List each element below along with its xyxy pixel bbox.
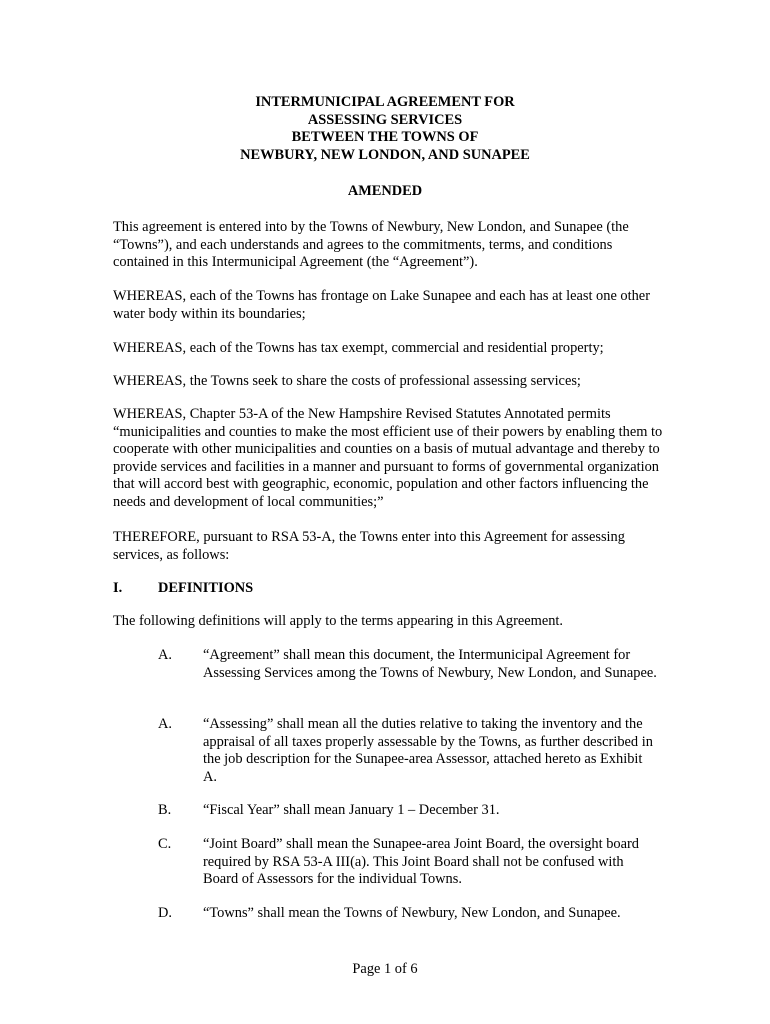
whereas-costs-paragraph: WHEREAS, the Towns seek to share the costs of professional assessing services; <box>113 373 581 389</box>
definition-letter: D. <box>158 905 172 921</box>
definition-letter: A. <box>158 647 172 663</box>
definition-text: “Joint Board” shall mean the Sunapee-area Joint Board, the oversight board required by RSA 53-A III(a). This Joint Board shall not be confused with Board of Assessors for the individual Towns. <box>203 836 639 888</box>
amended-label: AMENDED <box>347 183 423 199</box>
definition-letter: A. <box>158 716 172 732</box>
definition-letter: C. <box>158 836 172 852</box>
intro-paragraph: This agreement is entered into by the Towns of Newbury, New London, and Sunapee (the “Towns”), and each understands and agrees to the commitments, terms, and conditions contained in this Intermunicipal Agreement (the “Agreement”). <box>113 219 629 271</box>
therefore-paragraph: THEREFORE, pursuant to RSA 53-A, the Towns enter into this Agreement for assessing services, as follows: <box>113 529 625 563</box>
whereas-frontage-paragraph: WHEREAS, each of the Towns has frontage on Lake Sunapee and each has at least one other water body within its boundaries; <box>113 288 650 322</box>
page-number: Page 1 of 6 <box>352 961 418 977</box>
definition-text: “Agreement” shall mean this document, the Intermunicipal Agreement for Assessing Services among the Towns of Newbury, New London, and Sunapee. <box>203 647 657 681</box>
title-line: INTERMUNICIPAL AGREEMENT FOR <box>255 94 515 110</box>
definition-text: “Assessing” shall mean all the duties relative to taking the inventory and the appraisal of all taxes properly assessable by the Towns, as further described in the job description for the Sunapee-area Assessor, attached hereto as Exhibit A. <box>203 716 653 785</box>
section-title: DEFINITIONS <box>158 580 254 596</box>
definition-item <box>158 802 658 820</box>
title-line: ASSESSING SERVICES <box>307 111 463 128</box>
document-title <box>0 94 770 164</box>
definition-item <box>158 716 658 786</box>
whereas-statute-paragraph: WHEREAS, Chapter 53-A of the New Hampshire Revised Statutes Annotated permits “municipalities and counties to make the most efficient use of their powers by enabling them to cooperate with other municipalities and counties on a basis of mutual advantage and thereby to provide services and facilities in a manner and pursuant to forms of governmental organization that will accord best with geographic, economic, population and other factors influencing the needs and development of local communities;” <box>113 406 663 510</box>
definitions-intro: The following definitions will apply to the terms appearing in this Agreement. <box>113 613 564 629</box>
title-line: BETWEEN THE TOWNS OF <box>291 129 479 146</box>
definition-item <box>158 647 658 682</box>
definition-item <box>158 905 658 923</box>
section-heading <box>113 580 253 598</box>
whereas-property-paragraph: WHEREAS, each of the Towns has tax exempt, commercial and residential property; <box>113 340 604 356</box>
definition-text: “Fiscal Year” shall mean January 1 – December 31. <box>203 802 500 818</box>
title-line: NEWBURY, NEW LONDON, AND SUNAPEE <box>240 146 530 163</box>
section-number: I. <box>113 580 123 596</box>
definition-letter: B. <box>158 802 172 818</box>
definition-text: “Towns” shall mean the Towns of Newbury, New London, and Sunapee. <box>203 905 621 921</box>
definition-item <box>158 836 658 889</box>
